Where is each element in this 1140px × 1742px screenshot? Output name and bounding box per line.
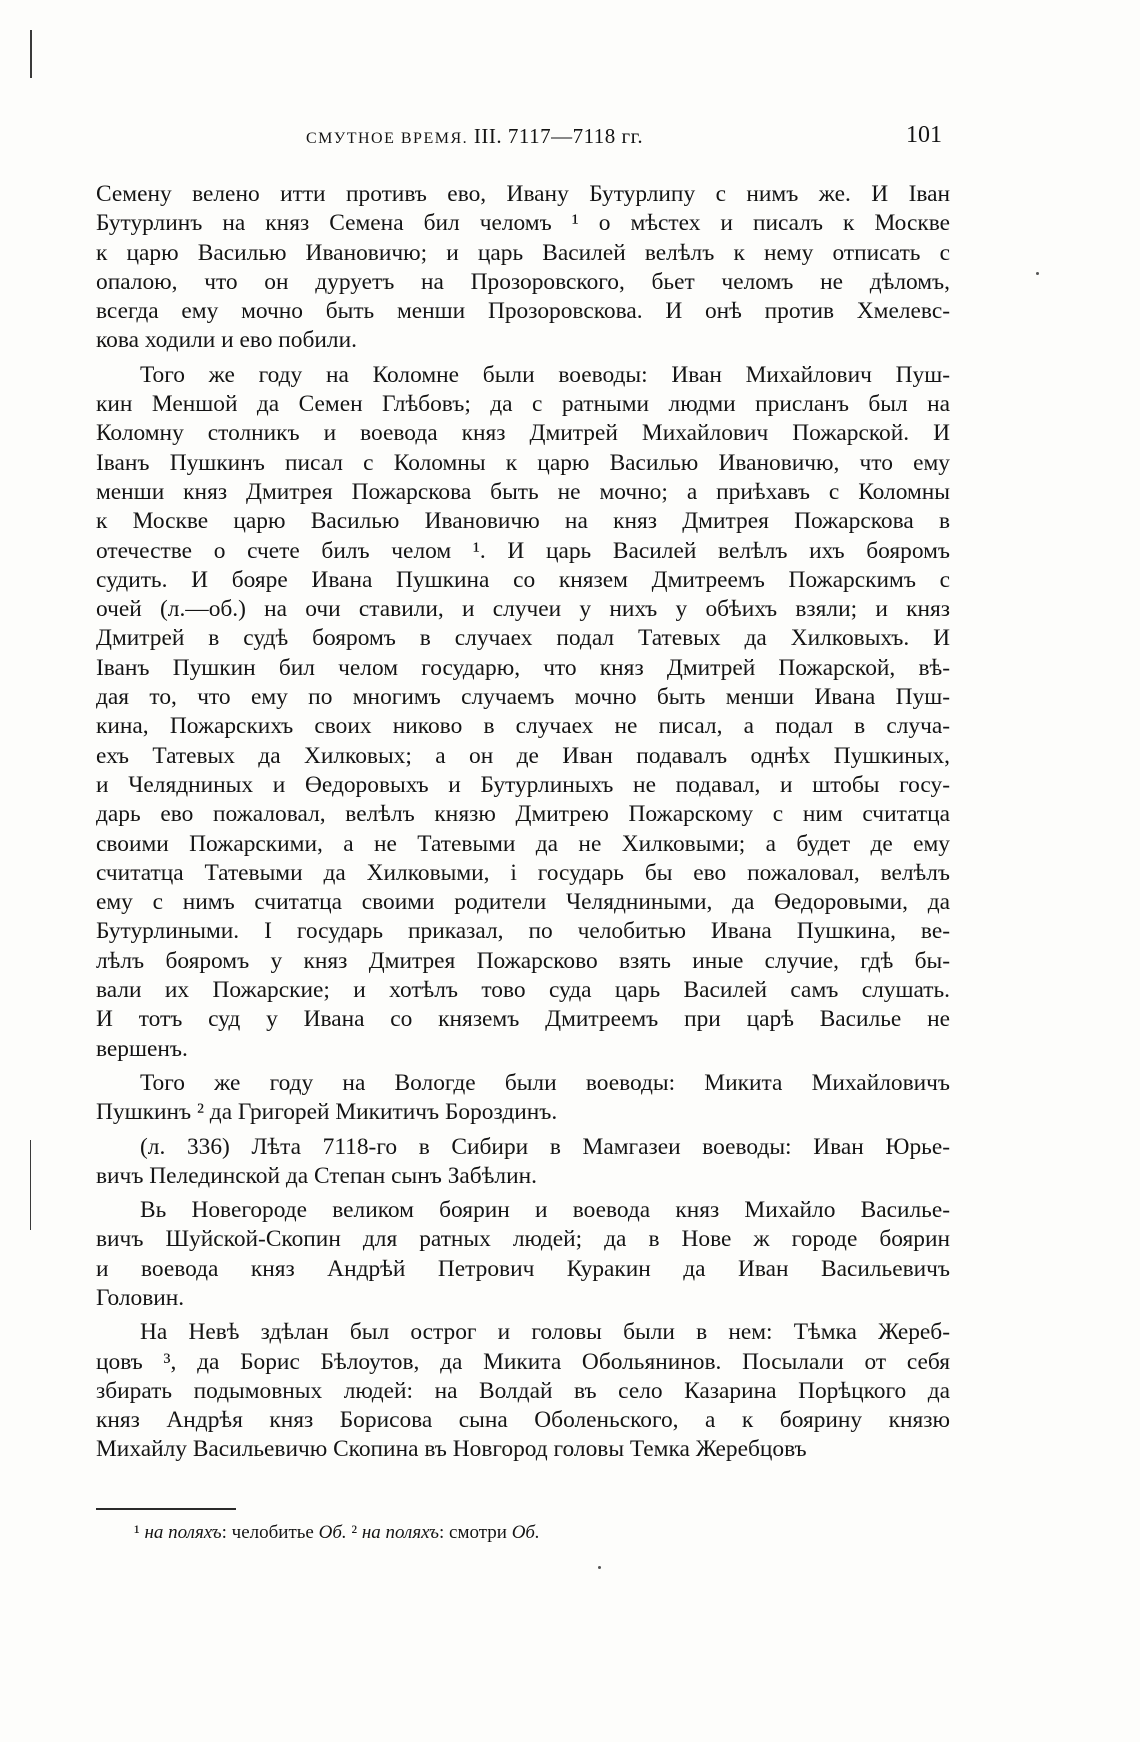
text-line: кина, Пожарскихъ своих никово в случаех не писал, а подал в случа- xyxy=(96,713,950,740)
scan-edge-mark xyxy=(30,1140,31,1230)
paragraph xyxy=(96,361,950,1064)
text-line: к царю Василью Ивановичю; и царь Василей велѣлъ к нему отписать с xyxy=(96,239,950,266)
text-line: Іванъ Пушкинъ писал с Коломны к царю Василью Ивановичю, что ему xyxy=(96,449,950,476)
text-line: дарь ево пожаловал, велѣлъ князю Дмитрею Пожарскому с ним считатца xyxy=(96,801,950,828)
text-line: опалою, что он дуруетъ на Прозоровского, бьет челомъ не дѣломъ, xyxy=(96,268,950,295)
text-line: считатца Татевыми да Хилковыми, і государь бы ево пожаловал, велѣлъ xyxy=(96,859,950,886)
running-title: СМУТНОЕ ВРЕМЯ. III. 7117—7118 гг. xyxy=(306,124,644,148)
text-line: и Челядниных и Өедоровыхъ и Бутурлиныхъ не подавал, и штобы госу- xyxy=(96,771,950,798)
text-line: дая то, что ему по многимъ случаемъ мочно быть менши Ивана Пуш- xyxy=(96,684,950,711)
footnotes xyxy=(134,1522,540,1544)
text-line: кова ходили и ево побили. xyxy=(96,327,357,354)
footnote-1: ¹ на поляхъ: челобитье Об. xyxy=(134,1522,347,1543)
text-line: всегда ему мочно быть менши Прозоровскова. И онѣ против Хмелевс- xyxy=(96,298,950,325)
text-line: вичъ Пелединской да Степан сынъ Забѣлин. xyxy=(96,1162,537,1189)
text-line: вершенъ. xyxy=(96,1035,188,1062)
text-line: и воевода княз Андрѣй Петрович Куракин да Иван Васильевичъ xyxy=(96,1255,950,1282)
paragraph xyxy=(96,1318,950,1464)
text-line: Михайлу Васильевичю Скопина въ Новгород головы Темка Жеребцовъ xyxy=(96,1436,807,1463)
footnote-2: ² на поляхъ: смотри Об. xyxy=(351,1522,540,1543)
text-line: к Москве царю Василью Ивановичю на княз Дмитрея Пожарскова в xyxy=(96,508,950,535)
paragraph xyxy=(96,1069,950,1128)
text-line: збирать подымовных людей: на Волдай въ село Казарина Порѣцкого да xyxy=(96,1377,950,1404)
text-line: вичъ Шуйской-Скопин для ратных людей; да в Нове ж городе боярин xyxy=(96,1226,950,1253)
text-line: Пушкинъ ² да Григорей Микитичъ Бороздинъ. xyxy=(96,1099,558,1126)
paragraph xyxy=(96,1196,950,1313)
scan-edge-mark xyxy=(30,30,32,78)
main-text xyxy=(96,180,950,1465)
text-line: менши княз Дмитрея Пожарскова быть не мочно; а приѣхавъ с Коломны xyxy=(96,478,950,505)
page-number: 101 xyxy=(906,122,942,148)
text-line: кин Меншой да Семен Глѣбовъ; да с ратными людми присланъ был на xyxy=(96,391,950,418)
text-line: Коломну столникъ и воевода княз Дмитрей Михайлович Пожарской. И xyxy=(96,420,950,447)
text-line: Дмитрей в судѣ бояромъ в случаех подал Татевых да Хилковыхъ. И xyxy=(96,625,950,652)
text-line: Головин. xyxy=(96,1284,185,1311)
text-line: ему с нимъ считатца своими родители Челядниными, да Өедоровыми, да xyxy=(96,889,950,916)
text-line: Бутурлиными. І государь приказал, по челобитью Ивана Пушкина, ве- xyxy=(96,918,950,945)
text-line: судить. И бояре Ивана Пушкина со князем Дмитреемъ Пожарскимъ с xyxy=(96,566,950,593)
text-line: Іванъ Пушкин бил челом государю, что княз Дмитрей Пожарской, вѣ- xyxy=(96,654,950,681)
text-line: Бутурлинъ на княз Семена бил челомъ ¹ о мѣстех и писалъ к Москве xyxy=(96,210,950,237)
scan-speck xyxy=(1036,272,1039,275)
scan-speck xyxy=(598,1566,601,1569)
footnote-rule xyxy=(96,1508,236,1510)
text-line: Того же году на Коломне были воеводы: Иван Михайлович Пуш- xyxy=(140,361,950,388)
text-line: (л. 336) Лѣта 7118-го в Сибири в Мамгазеи воеводы: Иван Юрье- xyxy=(140,1133,950,1160)
paragraph xyxy=(96,1133,950,1192)
text-line: Семену велено итти противъ ево, Ивану Бутурлипу с нимъ же. И Іван xyxy=(96,181,950,207)
text-line: княз Андрѣя княз Борисова сына Оболеньского, а к боярину князю xyxy=(96,1407,950,1434)
text-line: лѣлъ бояромъ у княз Дмитрея Пожарсково взять иные случие, гдѣ бы- xyxy=(96,947,950,974)
text-line: вали их Пожарские; и хотѣлъ тово суда царь Василей самъ слушать. xyxy=(96,977,950,1004)
paragraph xyxy=(96,180,950,356)
text-line: На Невѣ здѣлан был острог и головы были в нем: Тѣмка Жереб- xyxy=(140,1319,950,1346)
text-line: очей (л.—об.) на очи ставили, и случеи у нихъ у обѣихъ взяли; и княз xyxy=(96,596,950,623)
running-header xyxy=(96,118,950,158)
text-line: отечестве о счете билъ челом ¹. И царь Василей велѣлъ ихъ бояромъ xyxy=(96,537,950,564)
text-line: своими Пожарскими, а не Татевыми да не Хилковыми; а будет де ему xyxy=(96,830,950,857)
text-line: Вь Новегороде великом боярин и воевода княз Михайло Василье- xyxy=(140,1197,950,1224)
text-line: И тотъ суд у Ивана со княземъ Дмитреемъ при царѣ Василье не xyxy=(96,1006,950,1033)
text-line: ехъ Татевых да Хилковых; а он де Иван подавалъ однѣх Пушкиных, xyxy=(96,742,950,769)
text-line: Того же году на Вологде были воеводы: Микита Михайловичъ xyxy=(140,1069,950,1096)
text-line: цовъ ³, да Борис Бѣлоутов, да Микита Обольянинов. Посылали от себя xyxy=(96,1348,950,1375)
